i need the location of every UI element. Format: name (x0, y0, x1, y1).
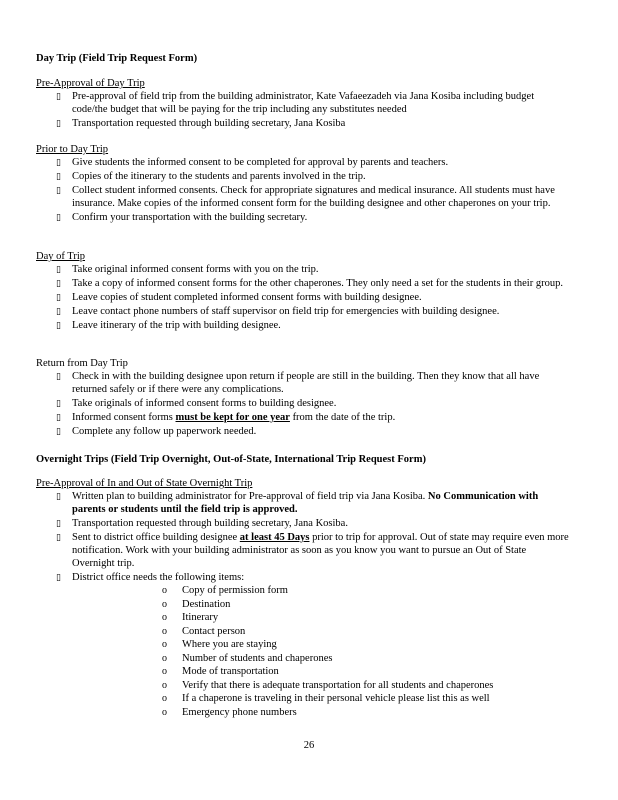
list-item: ▯ Take originals of informed consent forms to building designee. (56, 398, 337, 409)
list-item: ▯ Collect student informed consents. Check for appropriate signatures and medical insurance. All students must have insurance. Make copies of the informed consent form for the building designee and other chaperones on your trip. (56, 185, 555, 209)
circle-bullet-icon: o (162, 585, 167, 596)
section-heading-return: Return from Day Trip (36, 358, 128, 369)
sub-list-item: o Mode of transportation (162, 666, 279, 677)
return-list (0, 370, 618, 439)
list-item: ▯ Complete any follow up paperwork needed. (56, 426, 257, 437)
bullet-icon: ▯ (56, 398, 61, 408)
district-needs-list (72, 584, 570, 719)
day-of-list (0, 263, 618, 333)
bullet-icon: ▯ (56, 412, 61, 422)
circle-bullet-icon: o (162, 625, 167, 637)
bullet-icon: ▯ (56, 157, 61, 167)
sub-list-item: o Contact person (162, 625, 246, 637)
list-item: ▯ Leave itinerary of the trip with building designee. (56, 320, 281, 331)
section-heading-prior: Prior to Day Trip (36, 144, 109, 155)
bullet-icon: ▯ (56, 278, 61, 288)
pre-approval-list (0, 90, 618, 131)
bullet-icon: ▯ (56, 426, 61, 436)
bullet-icon: ▯ (56, 118, 61, 128)
bullet-icon: ▯ (56, 264, 61, 274)
sub-list-item: o Emergency phone numbers (162, 706, 297, 718)
sub-list-item: o Number of students and chaperones (162, 652, 333, 664)
bullet-icon: ▯ (56, 212, 61, 222)
list-item: ▯ Leave contact phone numbers of staff supervisor on field trip for emergencies with building designee. (56, 306, 500, 317)
list-item: ▯ Take original informed consent forms with you on the trip. (56, 264, 319, 275)
list-item: ▯ Copies of the itinerary to the students and parents involved in the trip. (56, 171, 366, 182)
bullet-icon: ▯ (56, 306, 61, 316)
list-item: ▯ Confirm your transportation with the building secretary. (56, 212, 308, 223)
sub-list-item: o If a chaperone is traveling in their personal vehicle please list this as well (162, 693, 490, 704)
circle-bullet-icon: o (162, 598, 167, 610)
bullet-icon: ▯ (56, 532, 61, 542)
circle-bullet-icon: o (162, 652, 167, 664)
prior-list (0, 156, 618, 225)
day-trip-title: Day Trip (Field Trip Request Form) (36, 53, 198, 64)
section-heading-overnight: Pre-Approval of In and Out of State Overnight Trip (36, 478, 253, 489)
circle-bullet-icon: o (162, 706, 167, 718)
sub-list-item: o Verify that there is adequate transportation for all students and chaperones (162, 679, 494, 691)
list-item: ▯ Sent to district office building designee at least 45 Days prior to trip for approval. Out of state may require even more notification. Work with your building administrator as soon as you know you want to pursue an Out of State Overnight trip. (56, 532, 569, 569)
sub-list-item: o Itinerary (162, 612, 219, 623)
overnight-title: Overnight Trips (Field Trip Overnight, Out-of-State, International Trip Request Form) (36, 454, 426, 465)
bullet-icon: ▯ (56, 171, 61, 181)
list-item: ▯ Written plan to building administrator for Pre-approval of field trip via Jana Kosiba. No Communication with parents or students until the field trip is approved. (56, 491, 539, 515)
bullet-icon: ▯ (56, 491, 61, 501)
circle-bullet-icon: o (162, 679, 167, 691)
retention-emphasis: must be kept for one year (175, 412, 290, 423)
list-item: ▯ Transportation requested through building secretary, Jana Kosiba. (56, 518, 348, 529)
section-heading-day-of: Day of Trip (36, 251, 86, 262)
list-item: ▯ Leave copies of student completed informed consent forms with building designee. (56, 292, 422, 303)
sub-list-item: o Where you are staying (162, 639, 277, 650)
bullet-icon: ▯ (56, 185, 61, 195)
list-item: ▯ Check in with the building designee upon return if people are still in the building. Then they know that all have returned safely or if there were any complications. (56, 371, 540, 395)
section-heading-pre-approval: Pre-Approval of Day Trip (36, 78, 145, 89)
list-item: ▯ Transportation requested through building secretary, Jana Kosiba (56, 118, 346, 129)
circle-bullet-icon: o (162, 639, 167, 650)
bullet-icon: ▯ (56, 371, 61, 381)
bullet-icon: ▯ (56, 91, 61, 101)
list-item: ▯ Informed consent forms must be kept for one year from the date of the trip. (56, 412, 396, 423)
bullet-icon: ▯ (56, 518, 61, 528)
no-communication-note: No Communication with parents or students until the field trip is approved. (72, 491, 539, 515)
list-item: ▯ Take a copy of informed consent forms for the other chaperones. They only need a set for the students in their group. (56, 278, 563, 289)
bullet-icon: ▯ (56, 320, 61, 330)
sub-list-item: o Copy of permission form (162, 585, 288, 596)
bullet-icon: ▯ (56, 572, 61, 582)
circle-bullet-icon: o (162, 612, 167, 623)
deadline-emphasis: at least 45 Days (239, 532, 310, 543)
list-item: ▯ District office needs the following items: o Copy of permission form o Destination o Itinerary o Contact person o Where you are staying o Number of students and chaperones o Mode of transportation o Verify that there is adequate transportation for all students and chaperones o If a chaperone is traveling in their personal vehicle please list this as well o Emergency phone numbers (0, 571, 618, 719)
list-item: ▯ Pre-approval of field trip from the building administrator, Kate Vafaeezadeh via Jana Kosiba including budget code/the budget that will be paying for the trip including any substitutes needed (56, 91, 535, 115)
circle-bullet-icon: o (162, 666, 167, 677)
list-item: ▯ Give students the informed consent to be completed for approval by parents and teachers. (56, 157, 449, 168)
page-number: 26 (303, 740, 315, 751)
circle-bullet-icon: o (162, 693, 167, 704)
sub-list-item: o Destination (162, 598, 231, 610)
bullet-icon: ▯ (56, 292, 61, 302)
overnight-list (0, 490, 618, 720)
